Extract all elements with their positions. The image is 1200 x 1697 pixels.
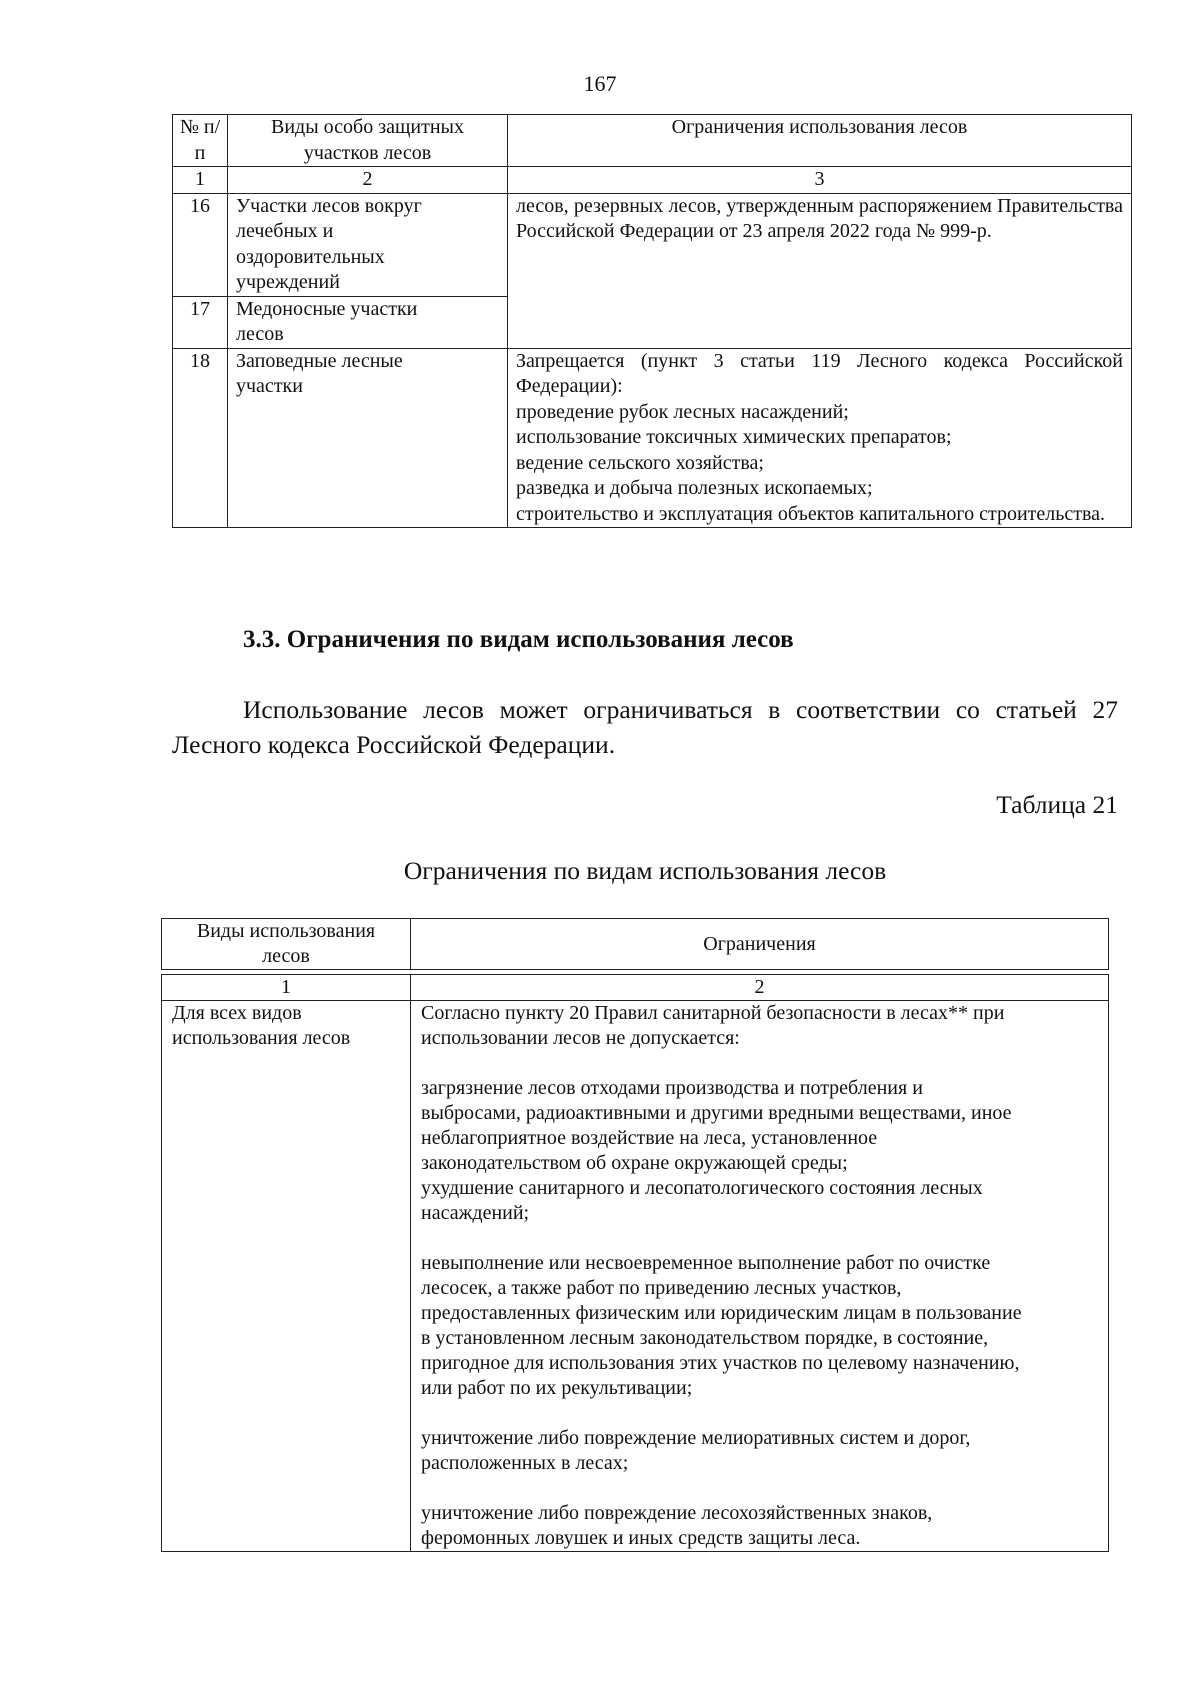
usage-table-header: [161, 918, 1109, 970]
restriction-line: выбросами, радиоактивными и другими вредными веществами, иное: [421, 1102, 1012, 1124]
table-label: Таблица 21: [996, 790, 1118, 819]
col-number-3: 3: [508, 167, 1132, 194]
header-usage-type: Виды использования лесов: [162, 919, 411, 970]
row-usage-type: [162, 1001, 411, 1552]
table-row: [162, 1001, 1109, 1552]
col-number-1: 1: [173, 167, 228, 194]
text-line: Для всех видов: [172, 1002, 302, 1024]
row-number: 18: [173, 348, 228, 528]
protective-areas-table: [172, 114, 1132, 528]
restriction-line: законодательством об охране окружающей среды;: [421, 1152, 848, 1174]
row-restriction: [508, 348, 1132, 528]
table-row: [173, 193, 1132, 296]
text-line: Медоносные участки: [236, 297, 418, 320]
paragraph-gap: [421, 1476, 1098, 1501]
text-line: учреждений: [236, 271, 340, 293]
header-restrictions: Ограничения использования лесов: [508, 115, 1132, 167]
row-area-type: [228, 193, 508, 296]
text-line: использования лесов: [172, 1027, 351, 1049]
restriction-line: лесосек, а также работ по приведению лесных участков,: [421, 1277, 902, 1299]
restriction-line: проведение рубок лесных насаждений;: [516, 400, 849, 423]
row-restriction-shared: лесов, резервных лесов, утвержденным распоряжением Правительства Российской Федерации от 23 апреля 2022 года № 999-р.: [508, 193, 1132, 348]
restriction-line: строительство и эксплуатация объектов капитального строительства.: [516, 502, 1106, 525]
restriction-line: уничтожение либо повреждение мелиоративных систем и дорог,: [421, 1427, 971, 1449]
text-line: Участки лесов вокруг: [236, 194, 422, 217]
text-line: Заповедные лесные: [236, 349, 403, 372]
column-number-row: [162, 975, 1109, 1001]
restriction-line: пригодное для использования этих участков по целевому назначению,: [421, 1352, 1020, 1374]
section-heading: 3.3. Ограничения по видам использования лесов: [243, 626, 794, 653]
col-number-2: 2: [411, 975, 1109, 1001]
body-paragraph: Использование лесов может ограничиваться в соответствии со статьей 27 Лесного кодекса Российской Федерации.: [172, 695, 1118, 759]
page-number: 167: [583, 71, 617, 96]
restriction-line: насаждений;: [421, 1202, 530, 1224]
restriction-line: ухудшение санитарного и лесопатологического состояния лесных: [421, 1177, 983, 1199]
row-area-type: [228, 348, 508, 528]
text-line: лесов: [236, 323, 284, 345]
row-number: 17: [173, 296, 228, 348]
table-row: [173, 348, 1132, 528]
row-number: 16: [173, 193, 228, 296]
restriction-line: ведение сельского хозяйства;: [516, 451, 764, 474]
paragraph-gap: [421, 1226, 1098, 1251]
usage-restrictions-table: [161, 974, 1109, 1552]
text-line: лечебных и: [236, 220, 334, 242]
restriction-line: загрязнение лесов отходами производства и потребления и: [421, 1077, 923, 1099]
restriction-line: невыполнение или несвоевременное выполнение работ по очистке: [421, 1252, 991, 1274]
paragraph-gap: [421, 1401, 1098, 1426]
restriction-line: использование токсичных химических препаратов;: [516, 426, 952, 448]
restriction-line: использовании лесов не допускается:: [421, 1027, 740, 1049]
text-line: оздоровительных: [236, 245, 385, 268]
restriction-line: Запрещается (пункт 3 статьи 119 Лесного кодекса Российской Федерации):: [516, 349, 1123, 397]
header-restrictions: Ограничения: [411, 919, 1109, 970]
table-header-row: [173, 115, 1132, 167]
restriction-line: предоставленных физическим или юридическим лицам в пользование: [421, 1302, 1022, 1324]
restriction-line: Согласно пункту 20 Правил санитарной безопасности в лесах** при: [421, 1002, 1005, 1024]
header-area-type: Виды особо защитных участков лесов: [228, 115, 508, 167]
table-header-row: [162, 919, 1109, 970]
header-number: № п/п: [173, 115, 228, 167]
restriction-line: расположенных в лесах;: [421, 1452, 629, 1474]
column-number-row: [173, 167, 1132, 194]
restriction-line: феромонных ловушек и иных средств защиты леса.: [421, 1527, 861, 1549]
col-number-2: 2: [228, 167, 508, 194]
text-line: участки: [236, 375, 303, 397]
row-area-type: [228, 296, 508, 348]
paragraph-gap: [421, 1051, 1098, 1076]
restriction-line: в установленном лесным законодательством порядке, в состояние,: [421, 1327, 989, 1349]
restriction-line: уничтожение либо повреждение лесохозяйственных знаков,: [421, 1502, 933, 1524]
restriction-line: неблагоприятное воздействие на леса, установленное: [421, 1127, 878, 1149]
table-title: Ограничения по видам использования лесов: [403, 856, 887, 885]
col-number-1: 1: [162, 975, 411, 1001]
row-restrictions: [411, 1001, 1109, 1552]
restriction-line: или работ по их рекультивации;: [421, 1377, 693, 1399]
restriction-line: разведка и добыча полезных ископаемых;: [516, 477, 873, 499]
